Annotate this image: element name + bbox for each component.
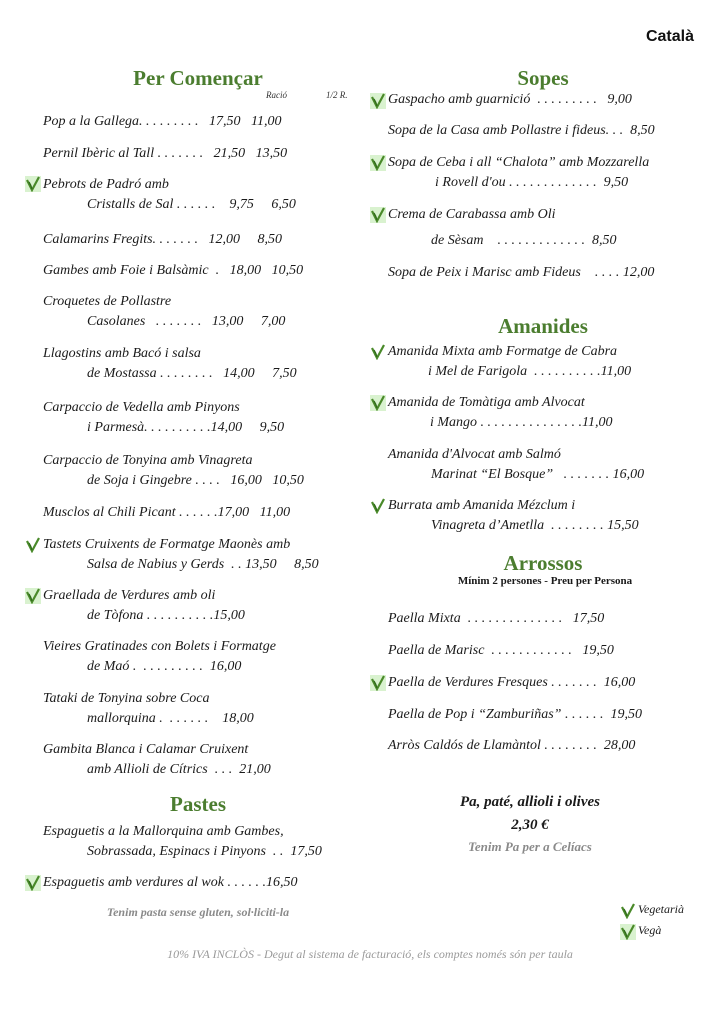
menu-item: Musclos al Chili Picant . . . . . .17,00 11,00 [43, 505, 291, 520]
column-header-racio: Ració [266, 90, 287, 100]
vegetarian-leaf-icon [25, 176, 41, 192]
menu-item: Paella de Marisc . . . . . . . . . . . . 19,50 [388, 643, 614, 658]
menu-item: Burrata amb Amanida Mézclum i Vinagreta d’Ametlla . . . . . . . . 15,50 [388, 498, 639, 533]
section-title-arrossos: Arrossos [503, 551, 583, 575]
menu-item: Calamarins Fregits. . . . . . . 12,00 8,50 [43, 232, 283, 247]
menu-item: Arròs Caldós de Llamàntol . . . . . . . . 28,00 [388, 738, 636, 753]
vegan-leaf-icon [620, 924, 636, 940]
vegetarian-leaf-icon [370, 93, 386, 109]
menu-item: Tastets Cruixents de Formatge Maonès amb Salsa de Nabius y Gerds . . 13,50 8,50 [43, 537, 319, 572]
menu-item: Llagostins amb Bacó i salsa de Mostassa . . . . . . . . 14,00 7,50 [43, 346, 297, 381]
gluten-free-pasta-note: Tenim pasta sense gluten, sol·liciti-la [106, 905, 290, 919]
menu-item: Gambes amb Foie i Balsàmic . 18,00 10,50 [43, 263, 304, 278]
vegetarian-leaf-icon [620, 903, 636, 919]
tax-footer-note: 10% IVA INCLÒS - Degut al sistema de facturació, els comptes només són per taula [167, 947, 573, 961]
vegetarian-leaf-icon [25, 588, 41, 604]
bread-offer-title: Pa, paté, allioli i olives [460, 794, 600, 810]
vegetarian-leaf-icon [370, 207, 386, 223]
vegetarian-leaf-icon [25, 875, 41, 891]
vegetarian-leaf-icon [370, 344, 386, 360]
menu-item: Vieires Gratinades con Bolets i Formatge de Maó . . . . . . . . . . 16,00 [43, 639, 276, 674]
menu-item: Paella Mixta . . . . . . . . . . . . . . 17,50 [388, 611, 605, 626]
bread-offer-price: 2,30 € [511, 817, 549, 833]
vegetarian-leaf-icon [370, 675, 386, 691]
arrossos-subtitle: Mínim 2 persones - Preu per Persona [457, 575, 633, 587]
menu-item: Amanida Mixta amb Formatge de Cabra i Mel de Farigola . . . . . . . . . .11,00 [388, 344, 632, 379]
vegetarian-leaf-icon [370, 395, 386, 411]
section-title-per-comencar: Per Començar [133, 66, 263, 90]
menu-item: Carpaccio de Vedella amb Pinyons i Parmesà. . . . . . . . . .14,00 9,50 [43, 400, 285, 435]
vegetarian-leaf-icon [370, 155, 386, 171]
menu-item: Gaspacho amb guarnició . . . . . . . . . 9,00 [388, 92, 632, 107]
menu-item: Amanida de Tomàtiga amb Alvocat i Mango . . . . . . . . . . . . . . .11,00 [388, 395, 613, 430]
menu-item: Graellada de Verdures amb oli de Tòfona . . . . . . . . . .15,00 [43, 588, 245, 623]
column-header-half: 1/2 R. [326, 90, 348, 100]
section-title-amanides: Amanides [498, 314, 588, 338]
section-title-sopes: Sopes [517, 66, 569, 90]
menu-item: Gambita Blanca i Calamar Cruixent amb Allioli de Cítrics . . . 21,00 [43, 742, 271, 777]
vegetarian-leaf-icon [25, 537, 41, 553]
menu-item: Sopa de la Casa amb Pollastre i fideus. . . 8,50 [388, 123, 655, 138]
menu-item: Croquetes de Pollastre Casolanes . . . . . . . 13,00 7,00 [43, 294, 286, 329]
menu-item: Sopa de Peix i Marisc amb Fideus . . . . 12,00 [388, 265, 655, 280]
menu-item: Pop a la Gallega. . . . . . . . . 17,50 11,00 [43, 114, 282, 129]
menu-item: Sopa de Ceba i all “Chalota” amb Mozzarella i Rovell d'ou . . . . . . . . . . . . . 9,50 [388, 155, 650, 190]
menu-item: Paella de Verdures Fresques . . . . . . . 16,00 [388, 675, 636, 690]
section-title-pastes: Pastes [170, 792, 226, 816]
menu-item: Espaguetis amb verdures al wok . . . . . .16,50 [43, 875, 298, 890]
menu-item: Pebrots de Padró amb Cristalls de Sal . . . . . . 9,75 6,50 [43, 177, 296, 212]
menu-item: Crema de Carabassa amb Oli de Sèsam . . . . . . . . . . . . . 8,50 [388, 207, 617, 248]
menu-item: Tataki de Tonyina sobre Coca mallorquina . . . . . . . 18,00 [43, 691, 254, 726]
vegetarian-leaf-icon [370, 498, 386, 514]
menu-item: Carpaccio de Tonyina amb Vinagreta de Soja i Gingebre . . . . 16,00 10,50 [43, 453, 304, 488]
menu-item: Espaguetis a la Mallorquina amb Gambes, Sobrassada, Espinacs i Pinyons . . 17,50 [43, 824, 322, 859]
legend-vegetarian-label: Vegetarià [638, 902, 684, 916]
legend-vegan-label: Vegà [638, 923, 662, 937]
menu-item: Amanida d'Alvocat amb Salmó Marinat “El Bosque” . . . . . . . 16,00 [388, 447, 645, 482]
language-label[interactable]: Català [645, 28, 694, 45]
menu-item: Pernil Ibèric al Tall . . . . . . . 21,50 13,50 [43, 146, 288, 161]
celiac-bread-note: Tenim Pa per a Celíacs [468, 839, 592, 854]
menu-item: Paella de Pop i “Zamburiñas” . . . . . . 19,50 [388, 707, 642, 722]
